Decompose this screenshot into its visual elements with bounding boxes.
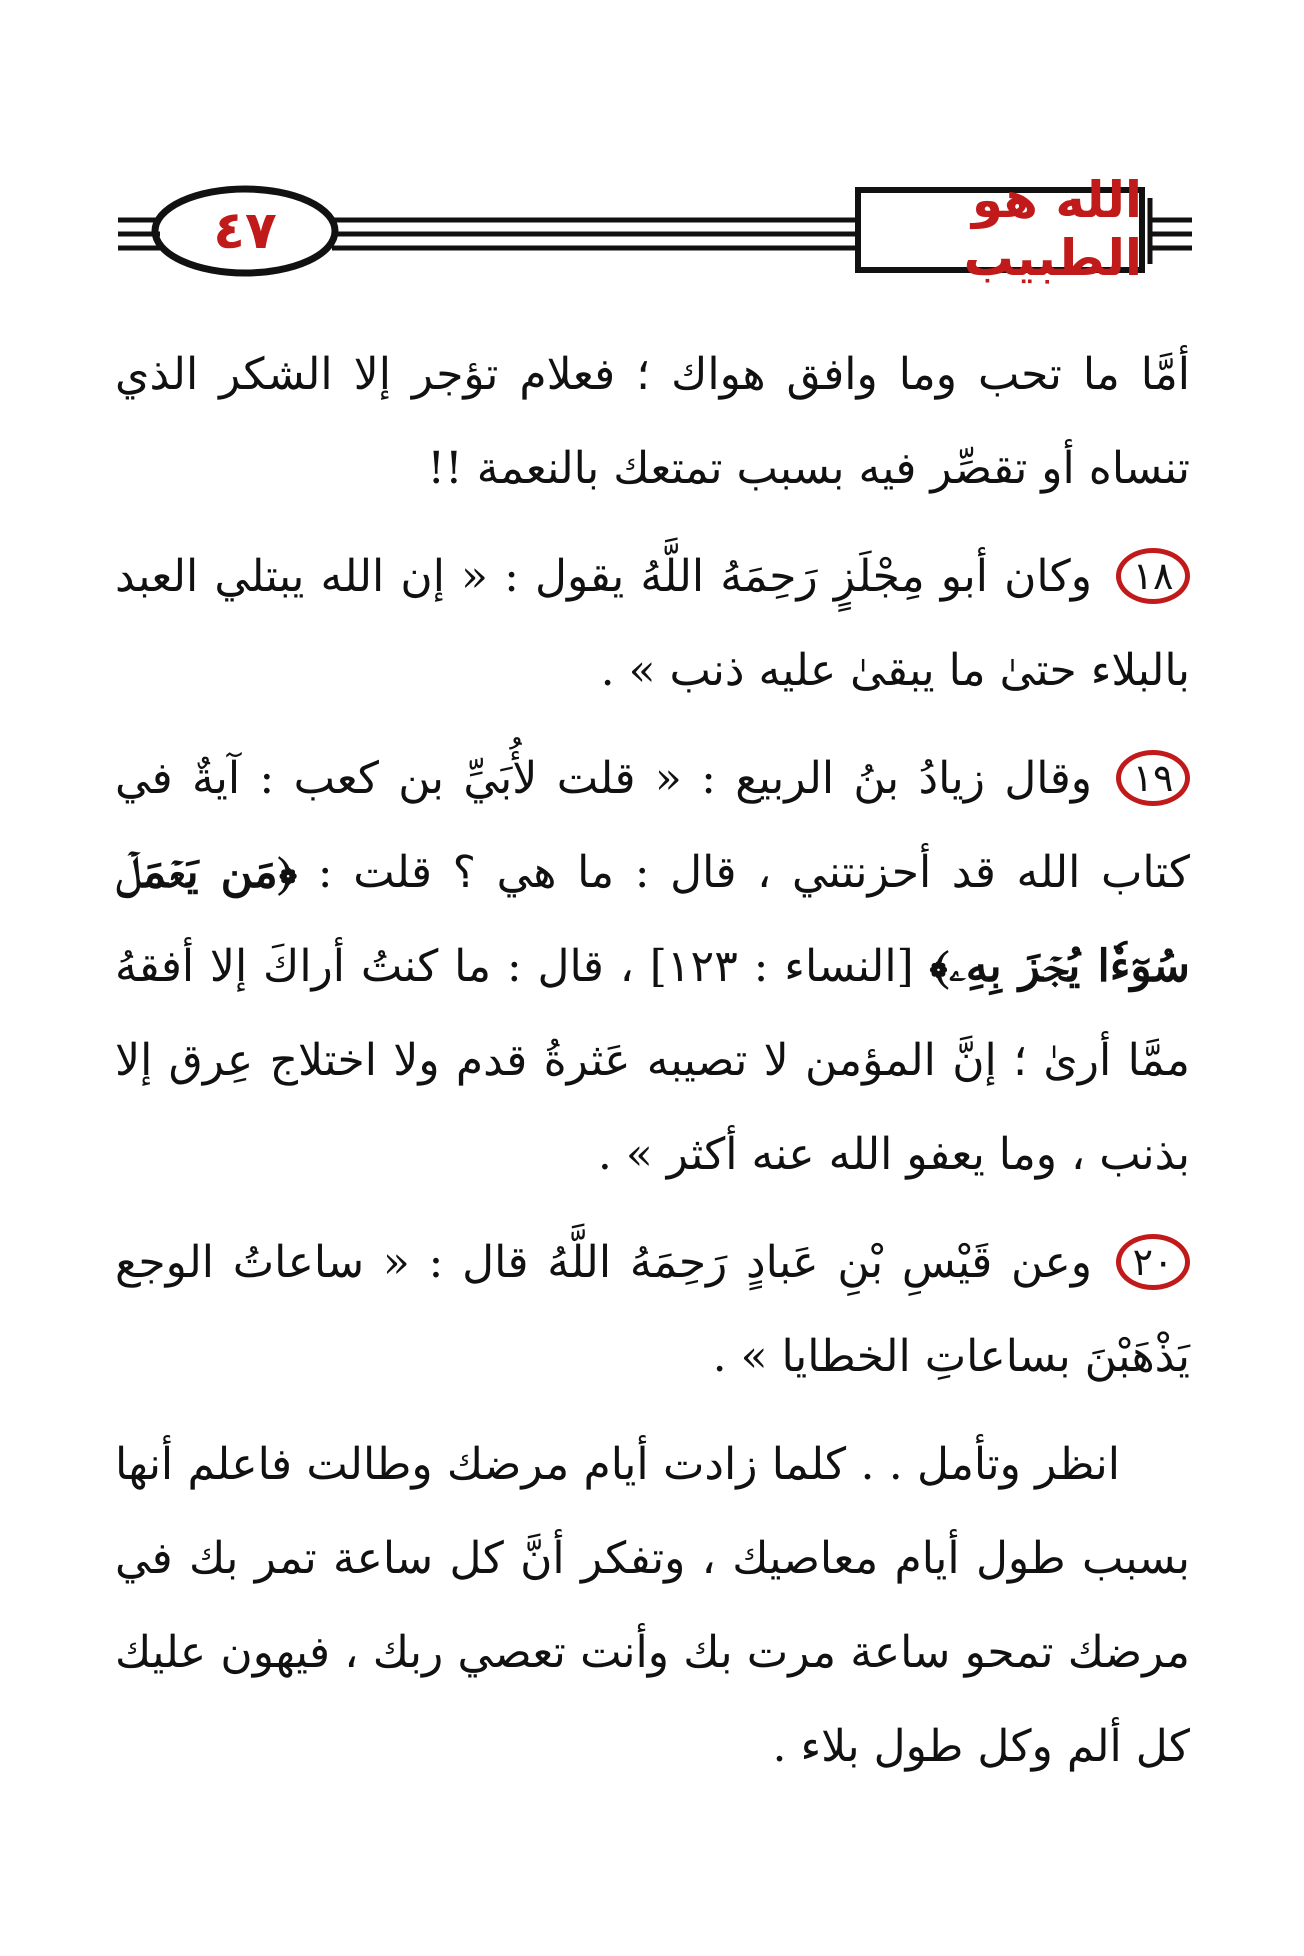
paragraph-text: أمَّا ما تحب وما وافق هواك ؛ فعلام تؤجر إلا الشكر الذي تنساه أو تقصِّر فيه بسبب تمتعك بالنعمة !!: [115, 349, 1190, 494]
paragraph-closing: [115, 1418, 1190, 1794]
item-number-badge: ١٩: [1116, 750, 1190, 806]
paragraph-intro: [115, 328, 1190, 516]
paragraph-18: [115, 530, 1190, 718]
quran-verse: ﴿مَن يَعۡمَلۡ سُوٓءٗا يُجۡزَ بِهِۦ﴾: [115, 847, 1191, 992]
item-number-badge: ١٨: [1116, 548, 1190, 604]
paragraph-20: [115, 1216, 1190, 1404]
paragraph-19: [115, 732, 1190, 1202]
paragraph-text: وعن قَيْسِ بْنِ عَبادٍ رَحِمَهُ اللَّهُ قال : « ساعاتُ الوجع يَذْهَبْنَ بساعاتِ الخطايا » .: [115, 1237, 1190, 1382]
paragraph-text: وقال زيادُ بنُ الربيع : « قلت لأُبَيِّ بن كعب : آيةٌ في كتاب الله قد أحزنتني ، قال : ما هي ؟ قلت :: [115, 753, 1190, 898]
page-body: [115, 328, 1190, 1794]
page-header: [0, 0, 1304, 320]
paragraph-text: وكان أبو مِجْلَزٍ رَحِمَهُ اللَّهُ يقول : « إن الله يبتلي العبد بالبلاء حتىٰ ما يبقىٰ عليه ذنب » .: [115, 551, 1190, 696]
paragraph-text: [النساء : ١٢٣] ، قال : ما كنتُ أراكَ إلا أفقهُ ممَّا أرىٰ ؛ إنَّ المؤمن لا تصيبه عَثرةُ قدم ولا اختلاج عِرق إلا بذنب ، وما يعفو الله عنه أكثر » .: [115, 941, 1190, 1180]
page-number: ٤٧: [213, 201, 277, 261]
paragraph-text: انظر وتأمل . . كلما زادت أيام مرضك وطالت فاعلم أنها بسبب طول أيام معاصيك ، وتفكر أنَّ كل ساعة تمر بك في مرضك تمحو ساعة مرت بك وأنت تعصي ربك ، فيهون عليك كل ألم وكل طول بلاء .: [115, 1439, 1190, 1772]
running-title: الله هو الطبيب: [963, 171, 1142, 287]
item-number-badge: ٢٠: [1116, 1234, 1190, 1290]
